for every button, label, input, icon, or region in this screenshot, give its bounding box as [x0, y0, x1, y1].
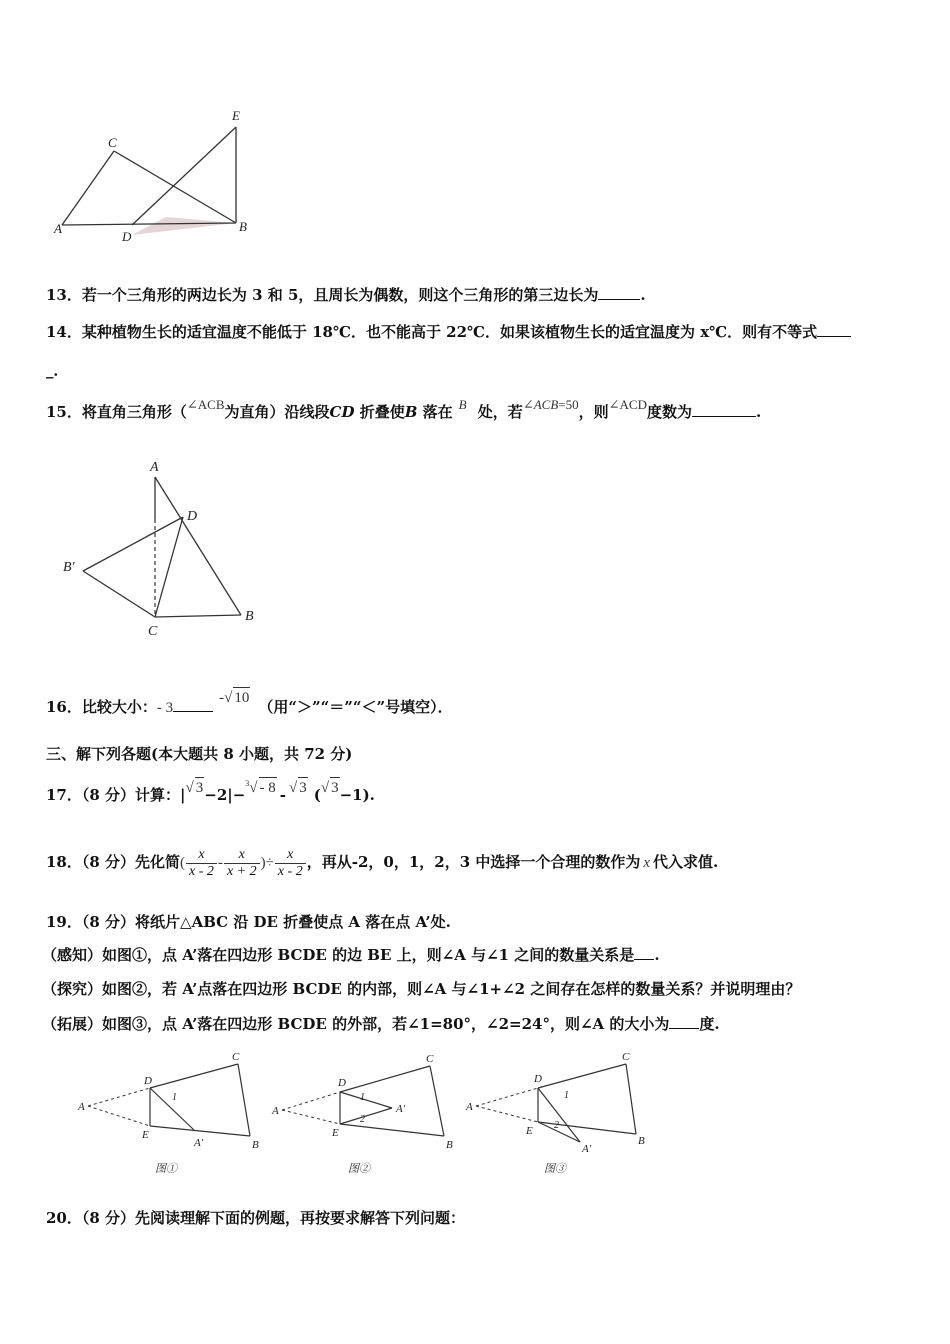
- svg-text:B: B: [252, 1139, 259, 1151]
- svg-text:2: 2: [360, 1114, 365, 1125]
- svg-text:B: B: [638, 1135, 645, 1147]
- svg-text:A: A: [272, 1105, 279, 1117]
- svg-text:图③: 图③: [544, 1163, 566, 1175]
- label-C: C: [108, 135, 117, 150]
- label-A: A: [54, 221, 62, 236]
- triangle-figure-top: [50, 105, 260, 245]
- question-19-intro: 19．（8 分）将纸片△ABC 沿 DE 折叠使点 A 落在点 A’处.: [46, 913, 451, 931]
- svg-text:图①: 图①: [155, 1163, 177, 1175]
- answer-blank: [634, 945, 654, 960]
- svg-text:A′: A′: [582, 1143, 592, 1155]
- answer-blank: [692, 402, 756, 417]
- svg-text:C: C: [232, 1051, 240, 1063]
- label-B: B: [245, 609, 254, 624]
- question-18: 18．（8 分）先化简( $\frac{x}{x - 2}$ - $\frac{x}{x + 2}$ )÷ $\frac{x}{x - 2}$ ，再从-2，0，1，2，3 中选择一个合理的数作为 x 代入求值.: [46, 846, 719, 879]
- svg-text:B: B: [446, 1139, 453, 1151]
- question-19-perceive: （感知）如图①，点 A’落在四边形 BCDE 的边 BE 上，则∠A 与∠1 之间的数量关系是 .: [42, 946, 660, 964]
- svg-text:D: D: [534, 1073, 542, 1085]
- svg-text:1: 1: [564, 1090, 569, 1101]
- svg-text:2: 2: [554, 1120, 559, 1131]
- svg-text:C: C: [622, 1051, 630, 1063]
- question-16: 16．比较大小：- 3-√ 10 （用“＞”“＝”“＜”号填空）．: [46, 697, 453, 718]
- svg-text:A′: A′: [194, 1137, 204, 1149]
- svg-text:A: A: [78, 1101, 85, 1113]
- figure-1: [77, 1051, 259, 1175]
- question-14-continued: _．: [46, 361, 69, 379]
- svg-text:D: D: [338, 1077, 346, 1089]
- section-3-heading: 三、解下列各题(本大题共 8 小题，共 72 分): [46, 745, 353, 763]
- question-14: 14．某种植物生长的适宜温度不能低于 18℃．也不能高于 22℃．如果该植物生长的适宜温度为 x℃．则有不等式: [46, 322, 851, 342]
- svg-text:A′: A′: [396, 1103, 406, 1115]
- fraction-3: $\frac{x}{x - 2}$: [275, 847, 306, 880]
- question-17: 17．（8 分）计算：|√ 3−2|−$^3$√ - 8 - √ 3 (√ 3−1).: [46, 779, 375, 804]
- fraction-1: $\frac{x}{x - 2}$: [186, 847, 217, 880]
- label-A: A: [150, 460, 159, 475]
- svg-text:E: E: [332, 1127, 339, 1139]
- fold-figures-19: [70, 1048, 670, 1178]
- svg-text:A: A: [466, 1101, 473, 1113]
- question-19-extend: （拓展）如图③，点 A’落在四边形 BCDE 的外部，若∠1=80°，∠2=24°，则∠A 的大小为 度.: [42, 1015, 720, 1033]
- label-D: D: [122, 229, 132, 244]
- answer-blank: [598, 285, 640, 300]
- question-19-explore: （探究）如图②，若 A’点落在四边形 BCDE 的内部，则∠A 与∠1+∠2 之间存在怎样的数量关系？并说明理由？: [42, 980, 801, 998]
- label-D: D: [187, 509, 198, 524]
- label-B-prime: B′: [63, 560, 75, 575]
- question-20: 20．（8 分）先阅读理解下面的例题，再按要求解答下列问题：: [46, 1209, 466, 1227]
- triangle-figure-15: [55, 455, 275, 645]
- label-E: E: [232, 108, 240, 123]
- question-13: 13．若一个三角形的两边长为 3 和 5，且周长为偶数，则这个三角形的第三边长为 .: [46, 286, 646, 304]
- svg-text:图②: 图②: [348, 1163, 370, 1175]
- svg-text:D: D: [144, 1075, 152, 1087]
- question-15: 15．将直角三角形（∠ACB为直角）沿线段CD 折叠使B 落在 B 处，若∠ACB=50，则∠ACD度数为 .: [46, 397, 762, 421]
- answer-blank: [817, 322, 851, 337]
- answer-blank: [173, 697, 213, 712]
- svg-text:E: E: [526, 1125, 533, 1137]
- svg-text:1: 1: [360, 1092, 365, 1103]
- label-B: B: [239, 219, 247, 234]
- svg-text:E: E: [142, 1129, 149, 1141]
- svg-text:C: C: [426, 1053, 434, 1065]
- svg-text:1: 1: [172, 1092, 177, 1103]
- fraction-2: $\frac{x}{x + 2}$: [224, 847, 260, 880]
- figure-2: [271, 1053, 453, 1175]
- answer-blank: [669, 1014, 699, 1029]
- label-C: C: [148, 624, 158, 639]
- figure-3: [465, 1051, 645, 1175]
